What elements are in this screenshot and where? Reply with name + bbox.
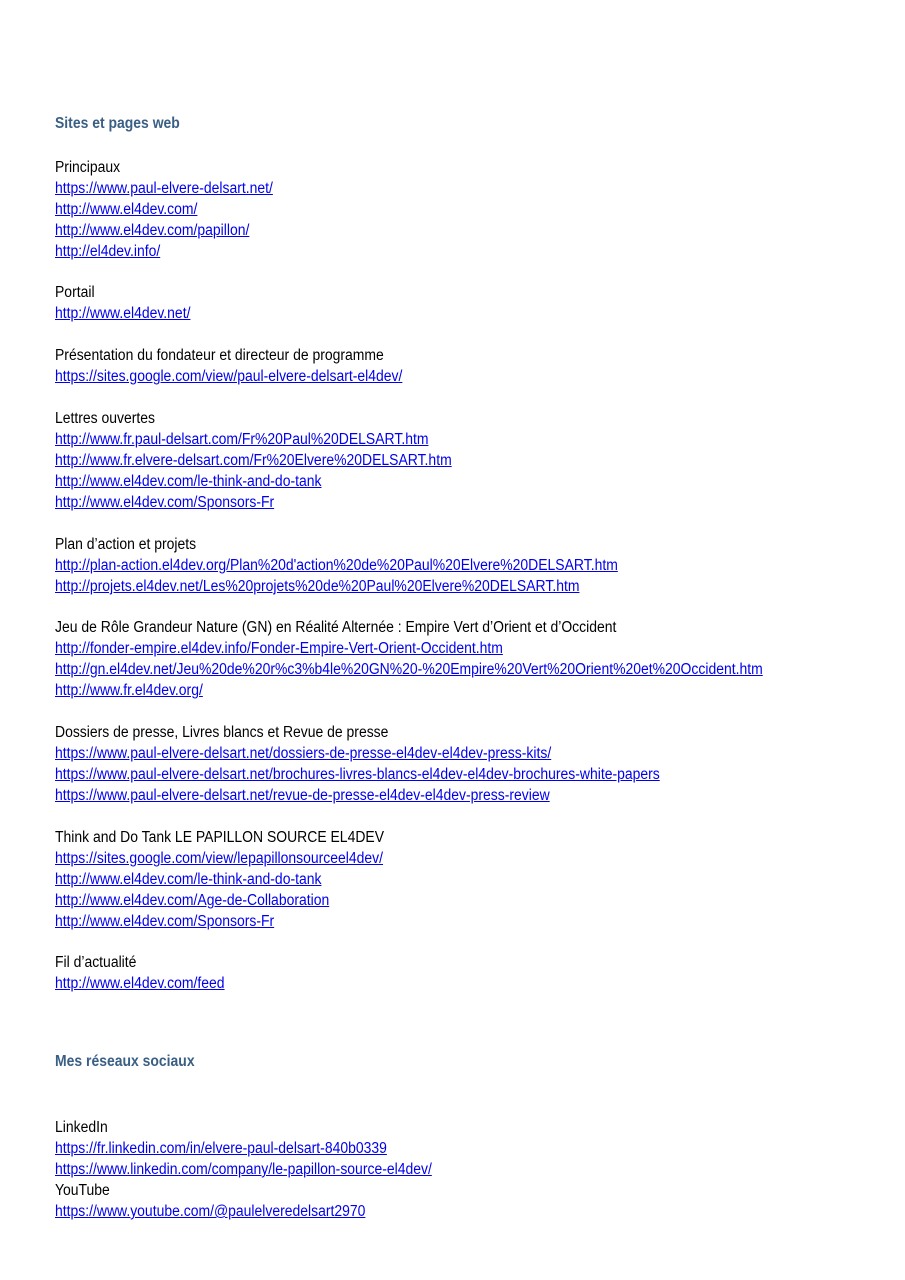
sites-heading: Sites et pages web xyxy=(55,115,180,132)
group-label: Principaux xyxy=(55,159,121,176)
link[interactable]: http://el4dev.info/ xyxy=(55,243,161,260)
link[interactable]: http://www.el4dev.com/feed xyxy=(55,975,225,992)
group-fil-actualite xyxy=(55,952,905,994)
group-label: Jeu de Rôle Grandeur Nature (GN) en Réalité Alternée : Empire Vert d’Orient et d’Occident xyxy=(55,619,617,636)
group-principaux xyxy=(55,157,905,262)
group-label: Présentation du fondateur et directeur de programme xyxy=(55,347,384,364)
group-label: Plan d’action et projets xyxy=(55,536,197,553)
group-jeu-de-role xyxy=(55,617,905,701)
link[interactable]: http://fonder-empire.el4dev.info/Fonder-Empire-Vert-Orient-Occident.htm xyxy=(55,640,503,657)
link[interactable]: http://www.fr.paul-delsart.com/Fr%20Paul%20DELSART.htm xyxy=(55,431,429,448)
group-presentation xyxy=(55,345,905,387)
link[interactable]: http://www.el4dev.com/Age-de-Collaboration xyxy=(55,892,330,909)
link[interactable]: https://www.linkedin.com/company/le-papillon-source-el4dev/ xyxy=(55,1161,432,1178)
group-lettres-ouvertes xyxy=(55,408,905,513)
group-portail xyxy=(55,282,905,324)
link[interactable]: http://www.el4dev.com/le-think-and-do-tank xyxy=(55,871,322,888)
link[interactable]: https://www.youtube.com/@paulelveredelsart2970 xyxy=(55,1203,366,1220)
group-think-and-do-tank xyxy=(55,827,905,932)
link[interactable]: https://sites.google.com/view/paul-elvere-delsart-el4dev/ xyxy=(55,368,403,385)
link[interactable]: http://www.el4dev.net/ xyxy=(55,305,191,322)
group-dossiers-presse xyxy=(55,722,905,806)
group-label: Portail xyxy=(55,284,95,301)
link[interactable]: http://www.el4dev.com/Sponsors-Fr xyxy=(55,913,275,930)
link[interactable]: https://sites.google.com/view/lepapillonsourceel4dev/ xyxy=(55,850,384,867)
group-label: Dossiers de presse, Livres blancs et Revue de presse xyxy=(55,724,389,741)
link[interactable]: http://projets.el4dev.net/Les%20projets%20de%20Paul%20Elvere%20DELSART.htm xyxy=(55,578,580,595)
link[interactable]: http://www.el4dev.com/Sponsors-Fr xyxy=(55,494,275,511)
group-label: Fil d’actualité xyxy=(55,954,137,971)
link[interactable]: http://plan-action.el4dev.org/Plan%20d'action%20de%20Paul%20Elvere%20DELSART.htm xyxy=(55,557,618,574)
link[interactable]: http://www.el4dev.com/papillon/ xyxy=(55,222,250,239)
group-label: Think and Do Tank LE PAPILLON SOURCE EL4DEV xyxy=(55,829,385,846)
link[interactable]: http://gn.el4dev.net/Jeu%20de%20r%c3%b4le%20GN%20-%20Empire%20Vert%20Orient%20et%20Occident.htm xyxy=(55,661,763,678)
link[interactable]: http://www.fr.elvere-delsart.com/Fr%20Elvere%20DELSART.htm xyxy=(55,452,452,469)
group-label: Lettres ouvertes xyxy=(55,410,156,427)
link[interactable]: http://www.el4dev.com/le-think-and-do-tank xyxy=(55,473,322,490)
social-heading: Mes réseaux sociaux xyxy=(55,1053,195,1070)
group-label: YouTube xyxy=(55,1182,110,1199)
link[interactable]: https://www.paul-elvere-delsart.net/brochures-livres-blancs-el4dev-el4dev-brochures-white-papers xyxy=(55,766,660,783)
group-linkedin xyxy=(55,1117,905,1222)
link[interactable]: https://www.paul-elvere-delsart.net/ xyxy=(55,180,273,197)
link[interactable]: http://www.el4dev.com/ xyxy=(55,201,198,218)
link[interactable]: https://www.paul-elvere-delsart.net/dossiers-de-presse-el4dev-el4dev-press-kits/ xyxy=(55,745,552,762)
link[interactable]: https://fr.linkedin.com/in/elvere-paul-delsart-840b0339 xyxy=(55,1140,387,1157)
link[interactable]: https://www.paul-elvere-delsart.net/revue-de-presse-el4dev-el4dev-press-review xyxy=(55,787,550,804)
link[interactable]: http://www.fr.el4dev.org/ xyxy=(55,682,203,699)
group-plan-action xyxy=(55,534,905,597)
group-label: LinkedIn xyxy=(55,1119,108,1136)
